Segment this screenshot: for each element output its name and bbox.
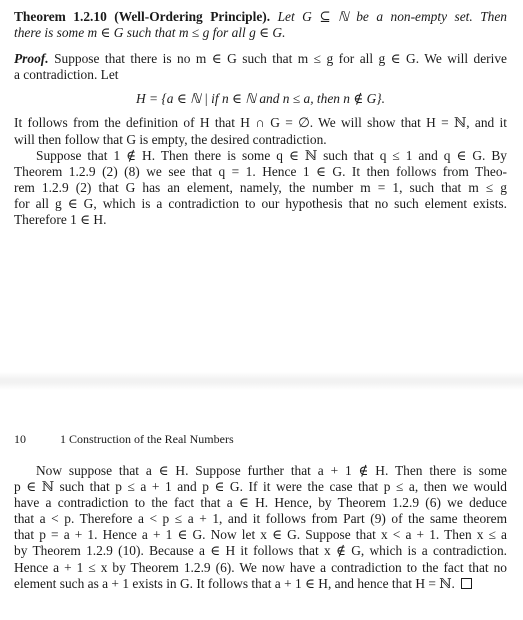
para2-line-2: will then follow that G is empty, the desired contradiction. — [14, 131, 327, 147]
proof-continuation — [14, 463, 507, 592]
cont-line-7: Hence a + 1 ≤ x by Theorem 1.2.9 (6). We now have a contradiction to the fact that no — [14, 559, 507, 575]
theorem-line-1 — [14, 9, 507, 25]
para2-line-1: It follows from the definition of H that H ∩ G = ∅. We will show that H = ℕ, and it — [14, 115, 507, 131]
theorem-heading: Theorem 1.2.10 (Well-Ordering Principle). — [14, 9, 271, 24]
proof-label: Proof. — [14, 51, 49, 67]
theorem-statement-1: Let G ⊆ ℕ be a non-empty set. Then — [277, 9, 507, 24]
para3-line-1: Suppose that 1 ∉ H. Then there is some q ∈ ℕ such that q ≤ 1 and q ∈ G. By — [36, 147, 507, 163]
proof-text-2: a contradiction. Let — [14, 67, 119, 83]
cont-line-5: that p = a + 1. Hence a + 1 ∈ G. Now let x ∈ G. Suppose that x < a + 1. Then x ≤ a — [14, 527, 507, 543]
theorem-and-proof — [14, 9, 507, 228]
cont-line-2: p ∈ ℕ such that p ≤ a + 1 and p ∈ G. If it were the case that p ≤ a, then we would — [14, 479, 507, 495]
cont-line-8-text: element such as a + 1 exists in G. It follows that a + 1 ∈ H, and hence that H = ℕ. — [14, 575, 455, 591]
proof-text-1: Suppose that there is no m ∈ G such that m ≤ g for all g ∈ G. We will derive — [54, 51, 507, 67]
cont-line-3: have a contradiction to the fact that a ∈ H. Hence, by Theorem 1.2.9 (6) we deduce — [14, 495, 507, 511]
display-equation: H = {a ∈ ℕ | if n ∈ ℕ and n ≤ a, then n ∉ G}. — [136, 91, 385, 107]
cont-line-4: that a < p. Therefore a < p ≤ a + 1, and it follows from Part (9) of the same theorem — [14, 511, 507, 527]
page-number: 10 — [14, 432, 26, 446]
proof-line-1 — [14, 51, 507, 67]
theorem-statement-2: there is some m ∈ G such that m ≤ g for all g ∈ G. — [14, 25, 286, 41]
page-separator — [0, 372, 523, 390]
para3-line-2: Theorem 1.2.9 (2) (8) we see that q = 1. Hence 1 ∈ G. It then follows from Theo- — [14, 163, 507, 179]
para3-line-3: rem 1.2.9 (2) that G has an element, namely, the number m = 1, such that m ≤ g — [14, 179, 507, 195]
cont-line-8 — [14, 576, 507, 592]
chapter-title: 1 Construction of the Real Numbers — [60, 432, 234, 446]
para3-line-4: for all g ∈ G, which is a contradiction to our hypothesis that no such element exists. — [14, 195, 507, 211]
qed-square-icon — [461, 578, 472, 589]
para3-line-5: Therefore 1 ∈ H. — [14, 212, 107, 228]
running-head — [14, 432, 234, 446]
cont-line-1: Now suppose that a ∈ H. Suppose further that a + 1 ∉ H. Then there is some — [36, 463, 507, 478]
cont-line-6: by Theorem 1.2.9 (10). Because a ∈ H it follows that x ∉ G, which is a contradiction. — [14, 543, 507, 559]
